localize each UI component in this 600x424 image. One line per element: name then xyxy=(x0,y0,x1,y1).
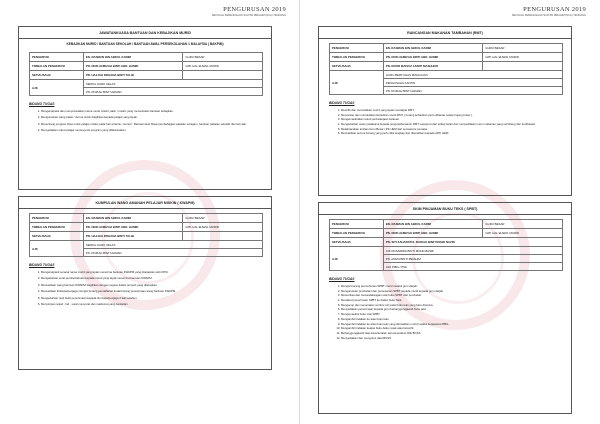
post-cell: GPK HAL EHWAL MURID xyxy=(483,53,563,62)
ajk-member-cell: SEMUA GURU KELAS xyxy=(83,241,262,249)
role-cell: SETIAUSAHA xyxy=(30,232,84,241)
table-row xyxy=(30,241,263,249)
ajk-member-cell: PN. ROZIAH BINTI AHMAD xyxy=(383,87,562,95)
list-item: 8. Mengambil tindakan ke atas buku teks. xyxy=(341,317,557,321)
table-row xyxy=(330,220,563,229)
list-item: 2. Memantau dan memastikan kehadiran murid RMT ( borang kehadiran perlu dihantar setiap hujung bulan ). xyxy=(341,113,557,117)
list-item: 1. Mengenalpasti senarai nama murid yang layak menerima bantuan KWAPM yang ditetapkan oleh KPM. xyxy=(41,270,257,274)
role-cell: PENGERUSI xyxy=(30,214,84,223)
duties-heading: BIDANG TUGAS xyxy=(29,263,55,267)
name-cell: PN. NOR HAMIZAH BINTI ABD. HAMID xyxy=(83,62,183,71)
list-item: 3. Mengemaskinikan rekod perbelanjaan bulanan. xyxy=(341,117,557,121)
post-cell: GURU BESAR xyxy=(183,214,263,223)
list-item: 1. Memilih dan memastikan murid yang layak mendapat RMT. xyxy=(341,108,557,112)
table-row xyxy=(330,238,563,247)
role-cell: TIMBALAN PENGERUSI xyxy=(330,53,384,62)
list-item: 5. Mengecop dan menerakan nombor siri pada buku teks yang baru diterima. xyxy=(341,303,557,307)
list-item: 2. Menguruskan wang zakat / derma untuk diagihkan kepada pelajar yang layak. xyxy=(41,115,257,119)
list-item: 1. Mengisi borang permohonan SPBT murid melalui guru darjah. xyxy=(341,284,557,288)
role-cell: PENGERUSI xyxy=(30,53,84,62)
role-cell: TIMBALAN PENGERUSI xyxy=(30,62,84,71)
role-cell: AJK xyxy=(330,247,384,271)
name-cell: PN. NOR HAMIZAH BINTI ABD. HAMID xyxy=(383,53,483,62)
duties-list xyxy=(341,108,557,136)
committee-box-welfare xyxy=(18,26,272,190)
ajk-member-cell: PN. ROZIAH BINTI AHMAD xyxy=(83,249,262,257)
name-cell: EN. RASMAN BIN ABDUL KARIM xyxy=(383,220,483,229)
duties-list xyxy=(41,109,257,133)
post-cell xyxy=(183,232,263,241)
post-cell xyxy=(483,62,563,71)
table-row xyxy=(30,80,263,88)
role-cell: AJK xyxy=(30,241,84,257)
duties-list xyxy=(341,284,557,340)
page-header-title: PENGURUSAN 2019 xyxy=(523,6,586,13)
name-cell: PN. NOR HAMIZAH BINTI ABD. HAMID xyxy=(383,229,483,238)
list-item: 4. Memastikan ibubapa/penjaga mengisi borang pendaftaran kedai borang penerimaan wang bantuan KWAPM. xyxy=(41,289,257,293)
committee-subtitle: KEBAJIKAN MURID / BANTUAN SEKOLAH / BANTUAN AWAL PERSEKOLAHAN 1 MALAYSIA ( BAKPIM) xyxy=(66,42,224,46)
members-table xyxy=(29,52,263,96)
name-cell: PN. NOOR MAISUZ ASNITI MASHHOR xyxy=(383,62,483,71)
ajk-member-cell: GURU BERTUGAS MINGGUAN xyxy=(383,71,562,79)
list-item: 2. Mengedarkan surat pemberitahuan kepada murid yang layak menerima bantuan KWAPM. xyxy=(41,276,257,280)
role-cell: AJK xyxy=(330,71,384,95)
list-item: 1. Mengenalpasti dan menyenaraikan nama murid miskin yakin / miskin yang memerlukan bantuan kebajikan. xyxy=(41,109,257,113)
table-row xyxy=(330,62,563,71)
post-cell: GPK HAL EHWAL MURID xyxy=(183,62,263,71)
role-cell: TIMBALAN PENGERUSI xyxy=(30,223,84,232)
post-cell: GURU BESAR xyxy=(483,220,563,229)
list-item: 4. Mengedarkan maso pelaksana kepada pengusaha kantin RMT supaya ia dari setiap bulan dan menyediakan menu makanan yang seimbang dan berkhasiat. xyxy=(341,122,557,126)
list-item: 10. Mengambil tindakan keatas buku-buku rosak atau belup/fir. xyxy=(341,326,557,330)
name-cell: EN. RASMAN BIN ABDUL KARIM xyxy=(83,214,183,223)
list-item: 4. Menakod penerimaan SPBT ke dalam buku Stok. xyxy=(341,298,557,302)
page-header-subtitle: SEKOLAH KEBANGSAAN SULTAN IBRAHIM (DUA) TENDANG xyxy=(211,14,286,17)
name-cell: EN. RASMAN BIN ABDUL KARIM xyxy=(383,44,483,53)
list-item: 5. Mengedarkan resit bukti penerimaan kepada ibu bapa/penjaga 2 kali setahun. xyxy=(41,296,257,300)
ajk-member-cell: PN. ROZIAH BINTI AHMAD xyxy=(83,88,262,96)
ajk-member-cell: SEMUA GURU KELAS xyxy=(83,80,262,88)
table-row xyxy=(330,229,563,238)
name-cell: PN. SITI ZAHARATUL RADIAH BINTI MOHD NAZRI xyxy=(383,238,562,247)
list-item: 6. Menyimpan rekod , fail , surat menyurat dan maklumat yang berkaitan. xyxy=(41,302,257,306)
table-row xyxy=(330,53,563,62)
duties-list xyxy=(41,270,257,307)
list-item: 12. Menyediakan dan mengurus data BOSS. xyxy=(341,336,557,340)
table-row xyxy=(30,232,263,241)
members-table xyxy=(29,213,263,257)
right-page xyxy=(300,0,600,424)
list-item: 3. Memastikan wang bantuan KWAPM diagihkan dengan segera dalam tempoh yang ditetapkan. xyxy=(41,283,257,287)
table-row xyxy=(330,44,563,53)
page-header-subtitle: SEKOLAH KEBANGSAAN SULTAN IBRAHIM (DUA) TENDANG xyxy=(511,14,586,17)
list-item: 5. Melaksanakan arahan Guru Besar / PK HEM dari semasa ke semasa. xyxy=(341,127,557,131)
name-cell: PN. NOR HAMIZAH BINTI ABD. HAMID xyxy=(83,223,183,232)
list-item: 6. Menyediakan penerimaan kepada guru bertanggungjawab buku teks. xyxy=(341,307,557,311)
list-item: 11. Bertanggungjawab atas keselamatan dan kecerahan bilik BOSS. xyxy=(341,331,557,335)
name-cell: EN. RASMAN BIN ABDUL KARIM xyxy=(83,53,183,62)
list-item: 3. Menentang program khas untuk pelajar miskin pada hari tertentu. Contoh : Bantuan Hari Raya pembahagian pakaian seragam, bantuan pakaian sekolah dan lain-lain. xyxy=(41,122,257,126)
role-cell: PENGERUSI xyxy=(330,220,384,229)
post-cell: GPK HAL EHWAL MURID xyxy=(183,223,263,232)
list-item: 7. Mengemaskini buku stok SPBT. xyxy=(341,312,557,316)
role-cell: SETIAUSAHA xyxy=(330,62,384,71)
committee-title: SKIM PINJAMAN BUKU TEKS ( SPBT) xyxy=(319,203,571,215)
ajk-member-cell: PN. ANIZA BINTI IBRAHIM xyxy=(383,255,562,263)
role-cell: AJK xyxy=(30,80,84,96)
post-cell xyxy=(183,71,263,80)
table-row xyxy=(330,71,563,79)
page-header-title: PENGURUSAN 2019 xyxy=(223,6,286,13)
committee-box-spbt xyxy=(318,202,572,414)
duties-heading: BIDANG TUGAS xyxy=(29,102,55,106)
table-row xyxy=(30,53,263,62)
table-row xyxy=(30,62,263,71)
post-cell: GPK HAL EHWAL MURID xyxy=(483,229,563,238)
list-item: 2. Menguruskan pembelian dan pemesanan SPBT kepada murid kepada guru darjah. xyxy=(341,289,557,293)
duties-heading: BIDANG TUGAS xyxy=(329,101,355,105)
post-cell: GURU BESAR xyxy=(183,53,263,62)
committee-title: RANCANGAN MAKANAN TAMBAHAN (RMT) xyxy=(319,27,571,39)
committee-title: JAWATANKUASA BANTUAN DAN KEBAJIKAN MURID xyxy=(19,27,271,39)
role-cell: SETIAUSAHA xyxy=(30,71,84,80)
members-table xyxy=(329,43,563,95)
list-item: 4. Menyediakan rekod pelajar semua jenis program yang dilaksanakan. xyxy=(41,128,257,132)
name-cell: PN. HAJJAH ROHANA BINTI TALIB xyxy=(83,71,183,80)
duties-heading: BIDANG TUGAS xyxy=(329,277,355,281)
role-cell: PENGERUSI xyxy=(330,44,384,53)
ajk-member-cell: AJK PIBG / PSK xyxy=(383,263,562,271)
post-cell: GURU BESAR xyxy=(483,44,563,53)
table-row xyxy=(30,214,263,223)
list-item: 6. Memastikan semua borang yang perlu diisi lengkap dan diserahkan kepada GPK HEM. xyxy=(341,131,557,135)
committee-box-kwapm xyxy=(18,196,272,370)
ajk-member-cell: PENGUSAHA KANTIN xyxy=(383,79,562,87)
role-cell: SETIAUSAHA xyxy=(330,238,384,247)
name-cell: PN. HAJJAH ROHANA BINTI TALIB xyxy=(83,232,183,241)
table-row xyxy=(30,223,263,232)
ajk-member-cell: CIK ROSAMIRA BINTI MOHD BASRI xyxy=(383,247,562,255)
table-row xyxy=(30,71,263,80)
list-item: 3. Memeriksa dan menandatangani stok buku SPBT dari pembekal. xyxy=(341,293,557,297)
members-table xyxy=(329,219,563,271)
role-cell: TIMBALAN PENGERUSI xyxy=(330,229,384,238)
list-item: 9. Mengambil tindakan ke atas buku teks yang dirosakkan murid melalui kerjasama PIBG. xyxy=(341,322,557,326)
table-row xyxy=(330,247,563,255)
committee-box-rmt xyxy=(318,26,572,196)
committee-title: KUMPULAN WANG AMANAH PELAJAR MISKIN ( KWAPM) xyxy=(19,197,271,209)
